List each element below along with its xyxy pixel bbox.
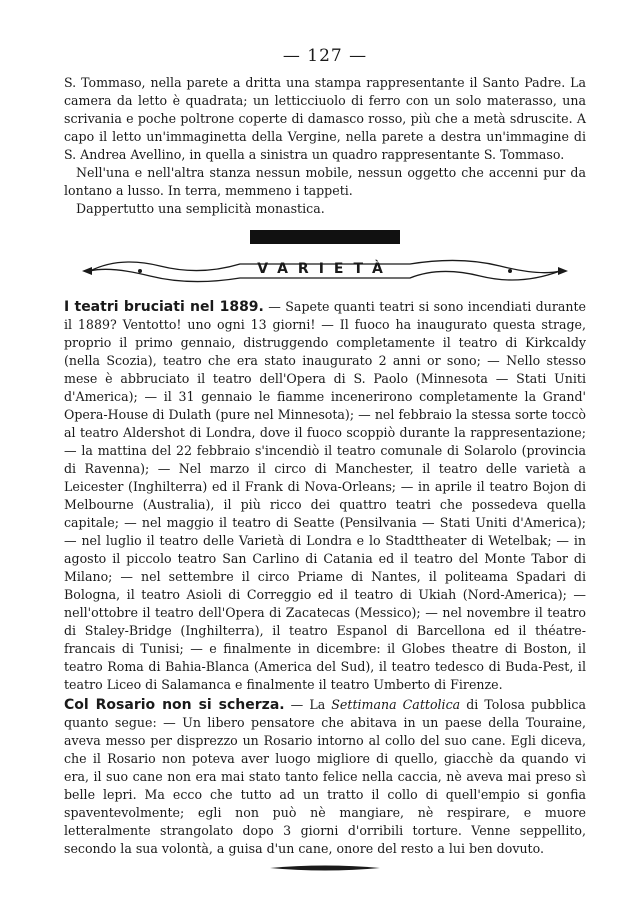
article-teatri [64,298,586,694]
article-teatri-body: — Sapete quanti teatri si sono incendiati durante il 1889? Ventotto! uno ogni 13 giorni! — Il fuoco ha inaugurato questa strage, proprio il primo gennaio, distruggendo completamente il teatro di Kirkcaldy (nella Scozia), teatro che era stato inaugurato 2 anni or sono; — Nello stesso mese è abbruciato il teatro dell'Opera di S. Paolo (Minnesota — Stati Uniti d'America); — il 31 gennaio le fiamme incenerirono completamente la Grand' Opera-House di Dulath (pure nel Minnesota); — nel febbraio la stessa sorte toccò al teatro Aldershot di Londra, dove il fuoco scoppiò durante la rappresentazione; — la mattina del 22 febbraio s'incendiò il teatro comunale di Solarolo (provincia di Ravenna); — Nel marzo il circo di Manchester, il teatro delle varietà a Leicester (Inghilterra) ed il Frank di Nova-Orleans; — in aprile il teatro Bojon di Melbourne (Australia), il più ricco dei quattro teatri che possedeva quella capitale; — nel maggio il teatro di Seatte (Pensilvania — Stati Uniti d'America); — nel luglio il teatro delle Varietà di Londra e lo Stadttheater di Wetelbak; — in agosto il piccolo teatro San Carlino di Catania ed il teatro del Monte Tabor di Milano; — nel settembre il circo Priame di Nantes, il politeama Spadari di Bologna, il teatro Asioli di Correggio ed il teatro di Ukiah (Nord-America); — nell'ottobre il teatro dell'Opera di Zacatecas (Messico); — nel novembre il teatro di Staley-Bridge (Inghilterra), il teatro Espanol di Barcellona ed il théatre-francais di Tunisi; — e finalmente in dicembre: il Globes theatre di Boston, il teatro Roma di Bahia-Blanca (America del Sud), il teatro tedesco di Buda-Pest, il teatro Liceo di Salamanca e finalmente il teatro Umberto di Firenze. [64,299,586,692]
section-divider-bar [250,230,400,244]
section-banner [80,254,570,288]
article-teatri-heading: I teatri bruciati nel 1889. [64,299,264,315]
end-ornament [270,864,380,872]
page-number: — 127 — [282,46,368,66]
intro-paragraph-3: Dappertutto una semplicità monastica. [76,201,325,216]
article-rosario-heading: Col Rosario non si scherza. [64,697,285,713]
article-rosario-source: Settimana Cattolica [331,697,461,712]
intro-paragraph-2: Nell'una e nell'altra stanza nessun mobile, nessun oggetto che accenni pur da lontano a lusso. In terra, memmeno i tappeti. [64,165,586,198]
article-rosario-body-after: di Tolosa pubblica quanto segue: — Un libero pensatore che abitava in un paese della Touraine, aveva messo per disprezzo un Rosario intorno al collo del suo cane. Egli diceva, che il Rosario non poteva aver luogo migliore di quello, giacchè da quando vi era, il suo cane non era mai stato tanto felice nella caccia, nè aveva mai preso sì belle lepri. Ma ecco che tutto ad un tratto il collo di quell'empio si gonfia spaventevolmente; egli non può nè mangiare, nè respirare, e muore letteralmente strangolato dopo 3 giorni d'orribili torture. Venne seppellito, secondo la sua volontà, a guisa d'un cane, onore del resto a lui ben dovuto. [64,697,586,856]
article-rosario [64,696,586,858]
document-page [64,46,586,872]
intro-paragraph-1: S. Tommaso, nella parete a dritta una stampa rappresentante il Santo Padre. La camera da letto è quadrata; un letticciuolo di ferro con un solo materasso, una scrivania e poche poltrone coperte di damasco rosso, più che a metà sdruscite. A capo il letto un'immaginetta della Vergine, nella parete a destra un'immagine di S. Andrea Avellino, in quella a sinistra un quadro rappresentante S. Tommaso. [64,75,586,162]
section-title: VARIETÀ [257,261,393,277]
article-rosario-body-before: — La [284,697,332,712]
